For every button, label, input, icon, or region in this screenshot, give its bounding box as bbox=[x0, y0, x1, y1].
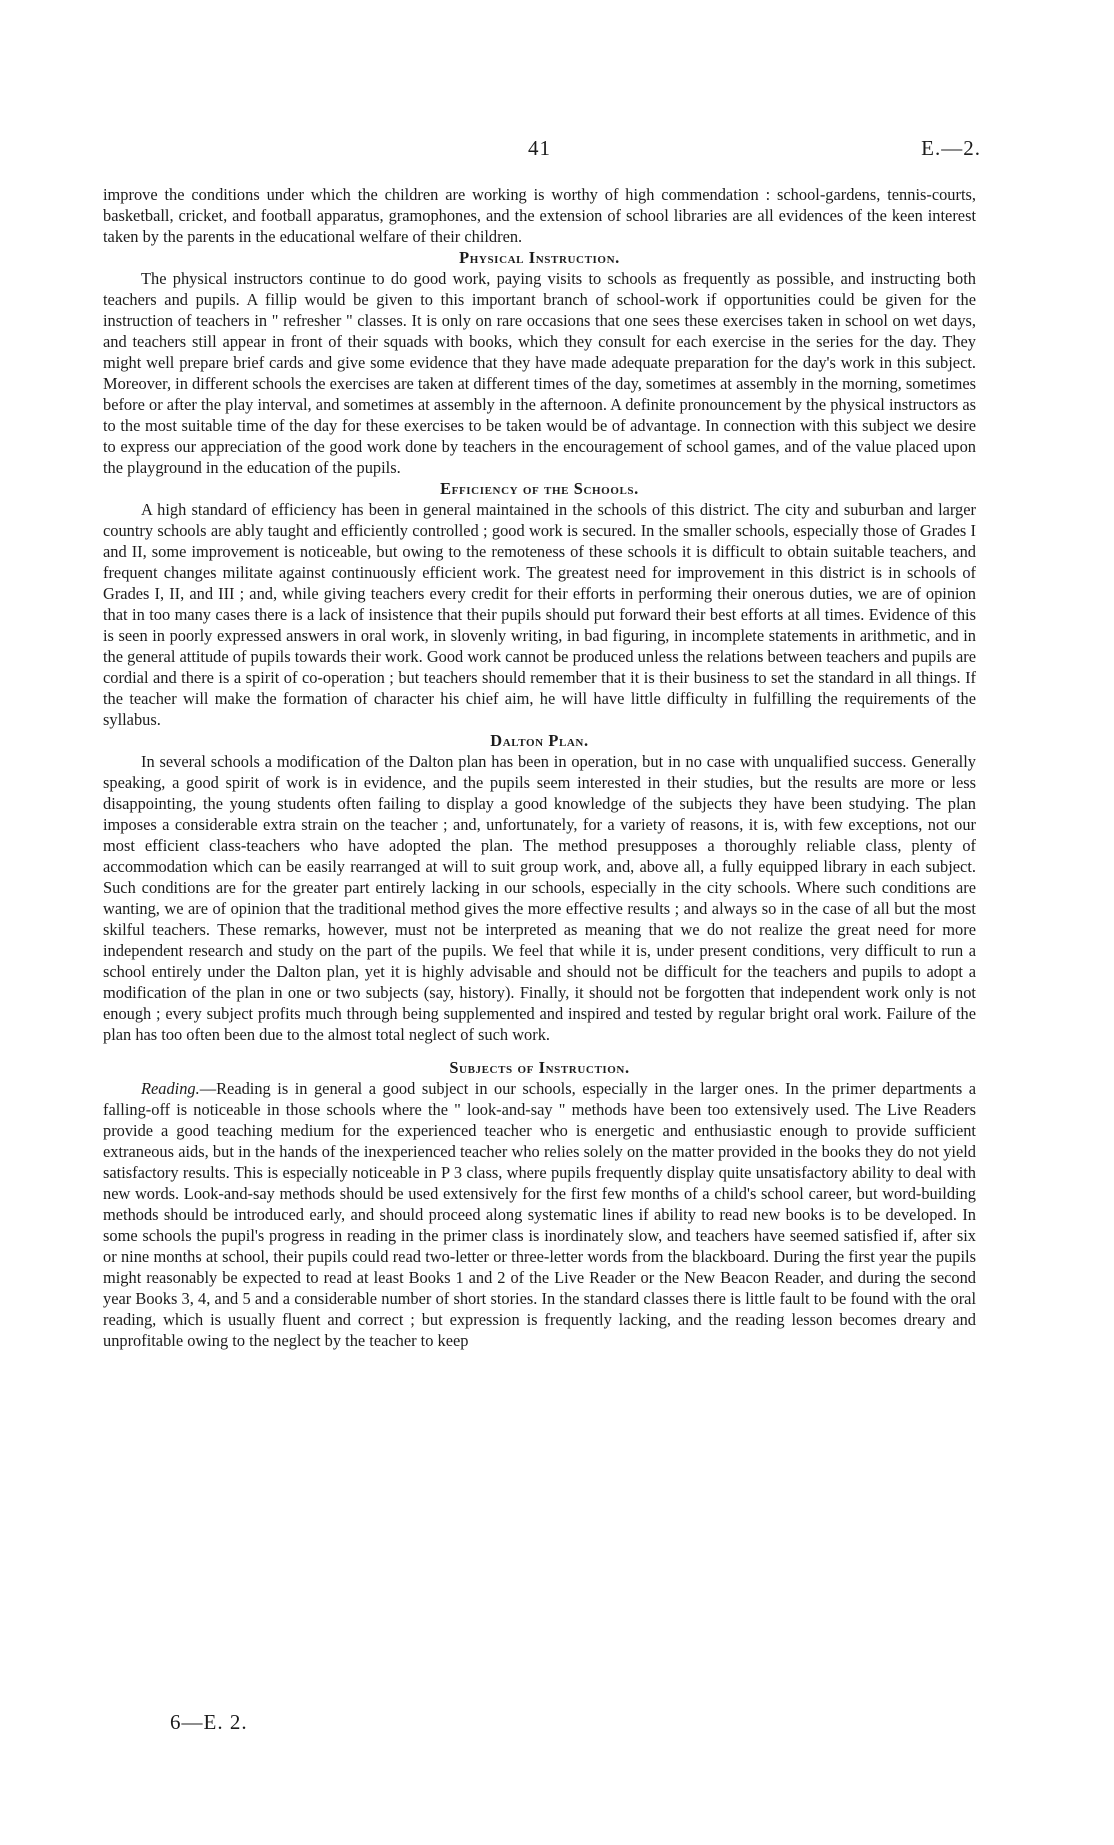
reading-label: Reading. bbox=[141, 1079, 200, 1098]
heading-physical-instruction: Physical Instruction. bbox=[459, 248, 620, 267]
page-number: 41 bbox=[528, 136, 551, 160]
heading-subjects-of-instruction: Subjects of Instruction. bbox=[449, 1058, 630, 1077]
footer-signature: 6—E. 2. bbox=[170, 1710, 248, 1734]
paragraph-dalton-plan: In several schools a modification of the Dalton plan has been in operation, but in no case with unqualified success. Generally speaking, a good spirit of work is in evidence, and the pupils seem interested in their studies, but the results are more or less disappointing, the young students often failing to display a good knowledge of the subjects they have been studying. The plan imposes a considerable extra strain on the teacher ; and, unfortunately, for a variety of reasons, it is, with few exceptions, not our most efficient class-teachers who have adopted the plan. The method presupposes a thoroughly reliable class, plenty of accommodation which can be easily rearranged at will to suit group work, and, above all, a fully equipped library in each subject. Such conditions are for the greater part entirely lacking in our schools, especially in the city schools. Where such conditions are wanting, we are of opinion that the traditional method gives the more effective results ; and always so in the case of all but the most skilful teachers. These remarks, however, must not be interpreted as meaning that we do not realize the great need for more independent research and study on the part of the pupils. We feel that while it is, under present conditions, very difficult to run a school entirely under the Dalton plan, yet it is highly advisable and should not be difficult for the teachers and pupils to adopt a modification of the plan in one or two subjects (say, history). Finally, it should not be forgotten that independent work only is not enough ; every subject profits much through being supplemented and inspired and tested by regular bright oral work. Failure of the plan has too often been due to the almost total neglect of such work. bbox=[103, 752, 976, 1044]
heading-efficiency-of-schools: Efficiency of the Schools. bbox=[440, 479, 639, 498]
paragraph-reading bbox=[103, 1078, 976, 1351]
page-reference: E.—2. bbox=[921, 136, 981, 160]
page-header bbox=[0, 136, 1114, 160]
document-body bbox=[103, 184, 976, 1351]
paragraph-physical-instruction: The physical instructors continue to do good work, paying visits to schools as frequently as possible, and instructing both teachers and pupils. A fillip would be given to this important branch of school-work if opportunities could be given for the instruction of teachers in " refresher " classes. It is only on rare occasions that one sees these exercises taken in school on wet days, and teachers still appear in front of their squads with books, which they consult for each exercise in the series for the day. They might well prepare brief cards and give some evidence that they have made adequate preparation for the day's work in this subject. Moreover, in different schools the exercises are taken at different times of the day, sometimes at assembly in the morning, sometimes before or after the play interval, and sometimes at assembly in the afternoon. A definite pronouncement by the physical instructors as to the most suitable time of the day for these exercises to be taken would be of advantage. In connection with this subject we desire to express our appreciation of the good work done by teachers in the encouragement of school games, and of the value placed upon the playground in the education of the pupils. bbox=[103, 269, 976, 477]
reading-body: —Reading is in general a good subject in our schools, especially in the larger ones. In the primer departments a falling-off is noticeable in those schools where the " look-and-say " methods have been too extensively used. The Live Readers provide a good teaching medium for the experienced teacher who is energetic and enthusiastic enough to provide sufficient extraneous aids, but in the hands of the inexperienced teacher who relies solely on the matter provided in the books they do not yield satisfactory results. This is especially noticeable in P 3 class, where pupils frequently display quite unsatisfactory ability to deal with new words. Look-and-say methods should be used extensively for the first few months of a child's school career, but word-building methods should be introduced early, and should proceed along systematic lines if ability to read new books is to be developed. In some schools the pupil's progress in reading in the primer class is inordinately slow, and teachers have seemed satisfied if, after six or nine months at school, their pupils could read two-letter or three-letter words from the blackboard. During the first year the pupils might reasonably be expected to read at least Books 1 and 2 of the Live Reader or the New Beacon Reader, and during the second year Books 3, 4, and 5 and a considerable number of short stories. In the standard classes there is little fault to be found with the oral reading, which is usually fluent and correct ; but expression is frequently lacking, and the reading lesson becomes dreary and unprofitable owing to the neglect by the teacher to keep bbox=[103, 1079, 976, 1350]
paragraph-efficiency-of-schools: A high standard of efficiency has been in general maintained in the schools of this district. The city and suburban and larger country schools are ably taught and efficiently controlled ; good work is secured. In the smaller schools, especially those of Grades I and II, some improvement is noticeable, but owing to the remoteness of these schools it is difficult to obtain suitable teachers, and frequent changes militate against continuously efficient work. The greatest need for improvement in this district is in schools of Grades I, II, and III ; and, while giving teachers every credit for their efforts in performing their onerous duties, we are of opinion that in too many cases there is a lack of insistence that their pupils should put forward their best efforts at all times. Evidence of this is seen in poorly expressed answers in oral work, in slovenly writing, in bad figuring, in incomplete statements in arithmetic, and in the general attitude of pupils towards their work. Good work cannot be produced unless the relations between teachers and pupils are cordial and there is a spirit of co-operation ; but teachers should remember that it is their business to set the standard in all things. If the teacher will make the formation of character his chief aim, he will have little difficulty in fulfilling the requirements of the syllabus. bbox=[103, 500, 976, 729]
intro-paragraph: improve the conditions under which the children are working is worthy of high commendation : school-gardens, tennis-courts, basketball, cricket, and football apparatus, gramophones, and the extension of school libraries are all evidences of the keen interest taken by the parents in the educational welfare of their children. bbox=[103, 185, 976, 246]
heading-dalton-plan: Dalton Plan. bbox=[490, 731, 589, 750]
